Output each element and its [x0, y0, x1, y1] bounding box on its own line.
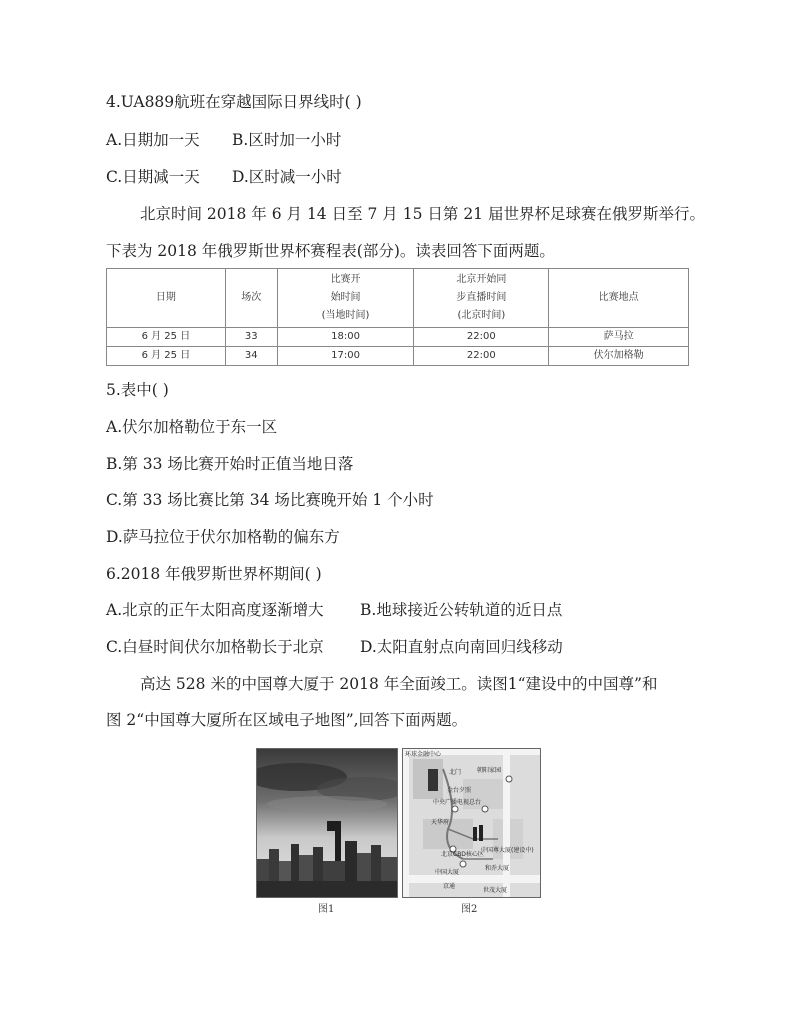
q6-option-c: C.白昼时间伏尔加格勒长于北京 — [106, 638, 324, 656]
q6-option-a: A.北京的正午太阳高度逐渐增大 — [106, 601, 324, 619]
q5-option-b: B.第 33 场比赛开始时正值当地日落 — [106, 455, 354, 473]
q6-option-b: B.地球接近公转轨道的近日点 — [360, 601, 563, 619]
intro2-line2: 图 2“中国尊大厦所在区域电子地图”,回答下面两题。 — [106, 711, 468, 729]
cell-venue: 萨马拉 — [549, 328, 689, 347]
figure1-skyline-photo — [256, 748, 398, 898]
cell-match: 34 — [225, 347, 277, 366]
q4-option-a: A.日期加一天 — [106, 131, 200, 149]
q4-option-c: C.日期减一天 — [106, 168, 200, 186]
table-row — [107, 347, 689, 366]
figure1-caption: 图1 — [318, 904, 335, 915]
q5-option-d: D.萨马拉位于伏尔加格勒的偏东方 — [106, 528, 340, 546]
cell-date: 6 月 25 日 — [107, 328, 226, 347]
q4-option-d: D.区时减一小时 — [232, 168, 342, 186]
header-bj-line3: (北京时间) — [457, 310, 506, 321]
schedule-table — [106, 268, 689, 366]
q5-option-c: C.第 33 场比赛比第 34 场比赛晚开始 1 个小时 — [106, 491, 434, 509]
map-label-hepi: 和乔大厦 — [485, 865, 510, 872]
q4-stem: 4.UA889航班在穿越国际日界线时( ) — [106, 93, 362, 111]
map-label-chaoyang: 朝阳家园 — [477, 767, 502, 774]
header-venue: 比赛地点 — [549, 269, 689, 328]
map-label-shijie: 世茂大厦 — [483, 887, 508, 894]
intro1-line2: 下表为 2018 年俄罗斯世界杯赛程表(部分)。读表回答下面两题。 — [106, 242, 555, 260]
q6-option-d: D.太阳直射点向南回归线移动 — [360, 638, 563, 656]
map-roads — [403, 749, 540, 897]
header-start — [277, 269, 414, 328]
header-start-line3: (当地时间) — [321, 310, 370, 321]
q5-stem: 5.表中( ) — [106, 381, 169, 399]
header-bj — [414, 269, 549, 328]
map-label-zgz: 中国尊大厦(建设中) — [481, 847, 534, 854]
figure2-caption: 图2 — [461, 904, 478, 915]
cell-start: 17:00 — [277, 347, 414, 366]
header-match: 场次 — [225, 269, 277, 328]
q4-option-b: B.区时加一小时 — [232, 131, 342, 149]
header-bj-line2: 步直播时间 — [456, 292, 507, 303]
intro1-line1: 北京时间 2018 年 6 月 14 日至 7 月 15 日第 21 届世界杯足球赛在俄罗斯举行。 — [140, 205, 705, 223]
skyline-image — [257, 749, 397, 897]
map-label-road: 京通 — [443, 883, 456, 890]
cell-date: 6 月 25 日 — [107, 347, 226, 366]
map-label-jinmen: 北门 — [449, 769, 462, 776]
cell-match: 33 — [225, 328, 277, 347]
cell-bj: 22:00 — [414, 328, 549, 347]
table-row — [107, 328, 689, 347]
intro2-line1: 高达 528 米的中国尊大厦于 2018 年全面竣工。读图1“建设中的中国尊”和 — [140, 675, 658, 693]
map-label-top: 环球金融中心 — [405, 751, 442, 758]
q5-option-a: A.伏尔加格勒位于东一区 — [106, 418, 278, 436]
map-label-cctv: 中央广播电视总台 — [433, 799, 482, 806]
map-label-cbd: 北京CBD核心区 — [441, 851, 484, 858]
header-start-line1: 比赛开 — [330, 274, 361, 285]
map-label-kaiyuan: 天华府 — [431, 819, 450, 826]
q6-stem: 6.2018 年俄罗斯世界杯期间( ) — [106, 565, 322, 583]
cell-venue: 伏尔加格勒 — [549, 347, 689, 366]
cell-start: 18:00 — [277, 328, 414, 347]
table-header-row — [107, 269, 689, 328]
map-label-guangzhou: 金台夕照 — [447, 787, 472, 794]
header-bj-line1: 北京开始同 — [456, 274, 507, 285]
figure2-map — [402, 748, 541, 898]
header-date: 日期 — [107, 269, 226, 328]
cell-bj: 22:00 — [414, 347, 549, 366]
header-start-line2: 始时间 — [330, 292, 361, 303]
map-label-zhongguo: 中国大厦 — [435, 869, 460, 876]
